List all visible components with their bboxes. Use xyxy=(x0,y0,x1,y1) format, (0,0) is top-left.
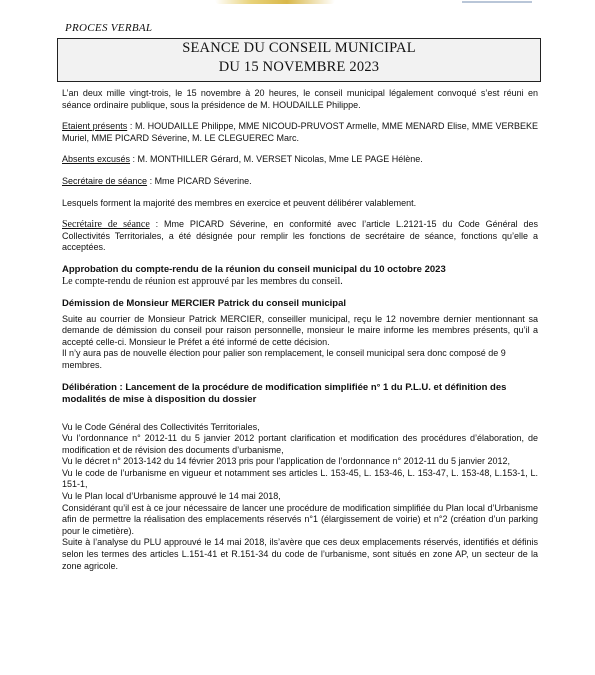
present-text: : M. HOUDAILLE Philippe, MME NICOUD-PRUVOST Armelle, MME MENARD Elise, MME VERBEKE Muriel, MME PICARD Séverine, M. LE CLEGUEREC Marc. xyxy=(62,121,538,143)
secondary-logo xyxy=(462,0,532,7)
section-approval-heading: Approbation du compte-rendu de la réunion du conseil municipal du 10 octobre 2023 xyxy=(62,263,446,275)
title-line-1: SEANCE DU CONSEIL MUNICIPAL xyxy=(182,40,416,56)
absent-text: : M. MONTHILLER Gérard, M. VERSET Nicolas, Mme LE PAGE Hélène. xyxy=(130,154,423,165)
municipal-logo xyxy=(215,0,335,4)
present-paragraph xyxy=(62,121,538,144)
plu-considerations-list xyxy=(62,422,538,573)
secretary-designation-text: : Mme PICARD Séverine, en conformité avec l’article L.2121-15 du Code Général des Collectivités Territoriales, a été désignée pour remplir les fonctions de secrétaire de séance, fonctions qu’elle a acceptées. xyxy=(62,219,538,253)
header-logos xyxy=(0,0,595,12)
majority-paragraph: Lesquels forment la majorité des membres en exercice et peuvent délibérer valablement. xyxy=(62,197,417,208)
secretary-text: : Mme PICARD Séverine. xyxy=(147,175,252,186)
secretary-designation-paragraph xyxy=(62,219,538,254)
section-resignation-text-2: Il n’y aura pas de nouvelle élection pour palier son remplacement, le conseil municipal sera donc composé de 9 membres. xyxy=(62,348,506,370)
title-line-2: DU 15 NOVEMBRE 2023 xyxy=(218,59,380,75)
list-item: Vu l’ordonnance n° 2012-11 du 5 janvier 2012 portant clarification et modification des procédures d’élaboration, de modification et de révision des documents d’urbanisme, xyxy=(62,433,538,455)
list-item: Vu le code de l’urbanisme en vigueur et notamment ses articles L. 153-45, L. 153-46, L. 153-47, L. 153-48, L.153-1, L. 151-1, xyxy=(62,467,538,490)
list-item: Vu le Plan local d’Urbanisme approuvé le 14 mai 2018, xyxy=(62,491,281,502)
secretary-label: Secrétaire de séance xyxy=(62,175,148,186)
absent-label: Absents excusés xyxy=(62,154,131,165)
intro-paragraph: L’an deux mille vingt-trois, le 15 novembre à 20 heures, le conseil municipal légalement convoqué s’est réuni en séance ordinaire publique, sous la présidence de M. HOUDAILLE Philippe. xyxy=(62,88,538,110)
secretary-designation-label: Secrétaire de séance xyxy=(62,219,150,231)
title-box xyxy=(57,38,541,82)
section-resignation-text-1: Suite au courrier de Monsieur Patrick MERCIER, conseiller municipal, reçu le 12 novembre dernier mentionnant sa demande de démission du conseil pour raison personnelle, monsieur le maire informe les membres présents, qu’il a accepté celle-ci. Monsieur le Préfet a été informé de cette décision. xyxy=(62,313,538,347)
list-item: Vu le décret n° 2013-142 du 14 février 2013 pris pour l’application de l’ordonnance n° 2012-11 du 5 janvier 2012, xyxy=(62,456,511,467)
present-label: Etaient présents xyxy=(62,121,128,132)
section-resignation-heading: Démission de Monsieur MERCIER Patrick du conseil municipal xyxy=(62,297,347,309)
absent-paragraph xyxy=(62,154,538,166)
list-item: Suite à l’analyse du PLU approuvé le 14 mai 2018, ils’avère que ces deux emplacements réservés, identifiés et définis selon les termes des articles L.151-41 et R.151-34 du code de l’urbanisme, sont situés en zone AP, un secteur de la zone agricole. xyxy=(62,537,538,571)
secretary-paragraph xyxy=(62,176,538,188)
document-body xyxy=(62,88,538,572)
section-approval-text: Le compte-rendu de réunion est approuvé par les membres du conseil. xyxy=(62,275,343,287)
list-item: Vu le Code Général des Collectivités Territoriales, xyxy=(62,421,260,432)
document-type-label: PROCES VERBAL xyxy=(65,22,153,34)
list-item: Considérant qu’il est à ce jour nécessaire de lancer une procédure de modification simplifiée du Plan local d’Urbanisme afin de permettre la réalisation des emplacements réservés n°1 (élargissement de voirie) et n°2 (création d’un parking pour le cimetière). xyxy=(62,502,538,536)
section-plu-heading: Délibération : Lancement de la procédure de modification simplifiée n° 1 du P.L.U. et définition des modalités de mise à disposition du dossier xyxy=(62,381,507,405)
